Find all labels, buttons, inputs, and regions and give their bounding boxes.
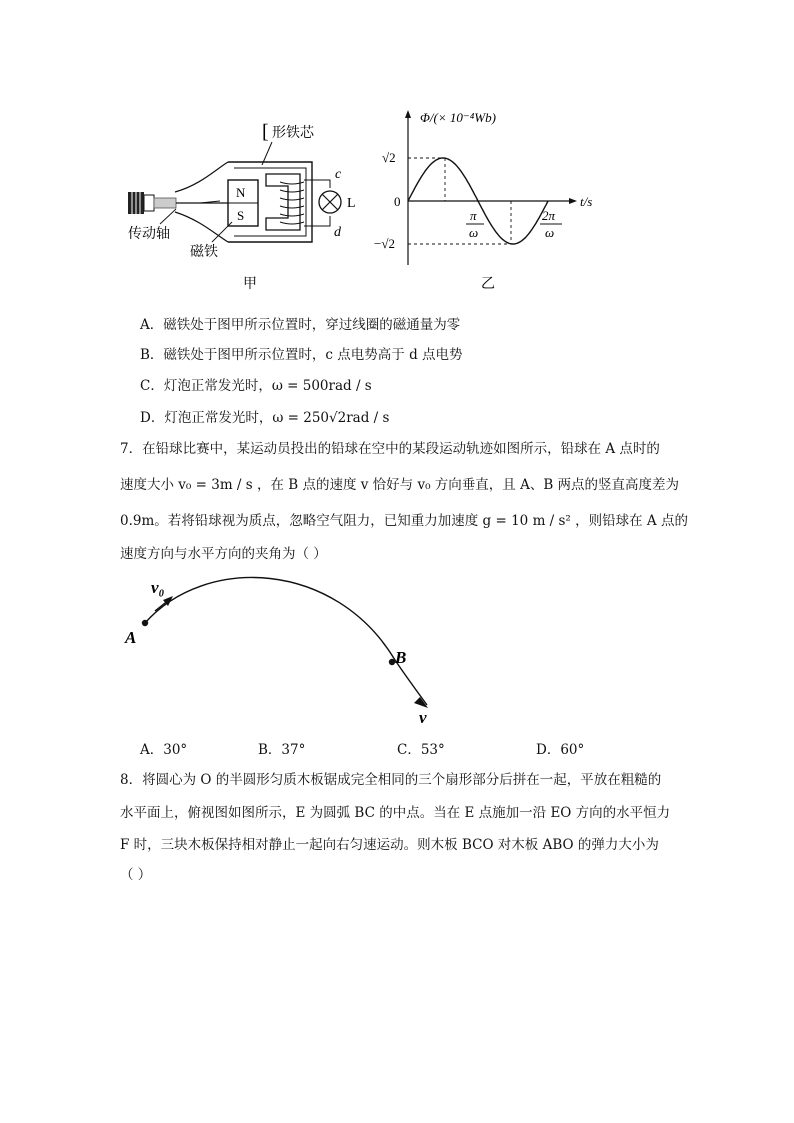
q6-option-d: D．灯泡正常发光时，ω = 250√2rad / s — [140, 410, 390, 426]
q8-line-3: F 时，三块木板保持相对静止一起向右匀速运动。则木板 BCO 对木板 ABO 的弹力大小为 — [120, 837, 659, 853]
label-b: B — [395, 648, 407, 667]
label-a: A — [125, 628, 137, 647]
shaft-label: 传动轴 — [128, 227, 170, 242]
svg-text:π: π — [470, 208, 477, 223]
caption-yi: 乙 — [481, 277, 495, 292]
origin-label: 0 — [394, 194, 401, 209]
figure-yi — [370, 100, 600, 300]
caption-jia: 甲 — [243, 277, 257, 292]
svg-text:ω: ω — [469, 225, 479, 240]
core-label: 形铁芯 — [272, 126, 314, 141]
q7-line-1: 7．在铅球比赛中，某运动员投出的铅球在空中的某段运动轨迹如图所示，铅球在 A 点时的 — [120, 441, 660, 457]
wire-c — [304, 180, 330, 188]
magnet-s: S — [237, 208, 245, 223]
q8-line-2: 水平面上，俯视图如图所示，E 为圆弧 BC 的中点。当在 E 点施加一沿 EO 方向的水平恒力 — [120, 805, 671, 821]
q7-line-4: 速度方向与水平方向的夹角为（ ） — [120, 546, 327, 562]
svg-text:2π: 2π — [542, 208, 556, 223]
x-tick-2 — [540, 208, 562, 240]
magnet-label: 磁铁 — [190, 245, 218, 260]
q8-line-4: （ ） — [120, 867, 152, 883]
drive-shaft — [154, 198, 176, 208]
q8-line-1: 8．将圆心为 O 的半圆形匀质木板锯成完全相同的三个扇形部分后拼在一起，平放在粗糙的 — [120, 772, 662, 788]
trajectory-curve — [145, 578, 427, 705]
terminal-d: d — [334, 225, 341, 240]
core-symbol: [ — [262, 121, 269, 143]
q7-option-d: D．60° — [536, 742, 585, 758]
figure-jia — [120, 110, 370, 300]
q7-line-3: 0.9m。若将铅球视为质点，忽略空气阻力，已知重力加速度 g = 10 m / s² ，则铅球在 A 点的 — [120, 513, 688, 529]
shaft-coupler — [144, 195, 154, 211]
x-tick-1 — [466, 208, 484, 240]
magnet-n: N — [236, 185, 246, 200]
q6-option-b: B．磁铁处于图甲所示位置时，c 点电势高于 d 点电势 — [140, 347, 463, 363]
y-axis-label: Φ/(× 10⁻⁴Wb) — [420, 110, 496, 125]
q7-option-c: C．53° — [397, 742, 445, 758]
lamp-label: L — [347, 196, 356, 211]
q7-option-a: A．30° — [140, 742, 188, 758]
q7-option-b: B．37° — [258, 742, 306, 758]
wire-d — [304, 216, 330, 226]
terminal-c: c — [335, 167, 342, 182]
q7-trajectory-figure — [115, 565, 445, 730]
y-neg-label: −√2 — [374, 236, 395, 251]
svg-text:ω: ω — [545, 225, 555, 240]
q6-option-c: C．灯泡正常发光时，ω = 500rad / s — [140, 378, 372, 394]
q7-line-2: 速度大小 v₀ = 3m / s ，在 B 点的速度 v 恰好与 v₀ 方向垂直，且 A、B 两点的竖直高度差为 — [120, 477, 680, 493]
label-v0: v₀ — [151, 578, 165, 597]
label-v: v — [419, 708, 427, 727]
housing-flare — [175, 162, 228, 192]
q6-option-a: A．磁铁处于图甲所示位置时，穿过线圈的磁通量为零 — [140, 317, 461, 333]
x-axis-label: t/s — [580, 194, 593, 209]
point-a — [142, 620, 148, 626]
y-pos-label: √2 — [382, 150, 396, 165]
